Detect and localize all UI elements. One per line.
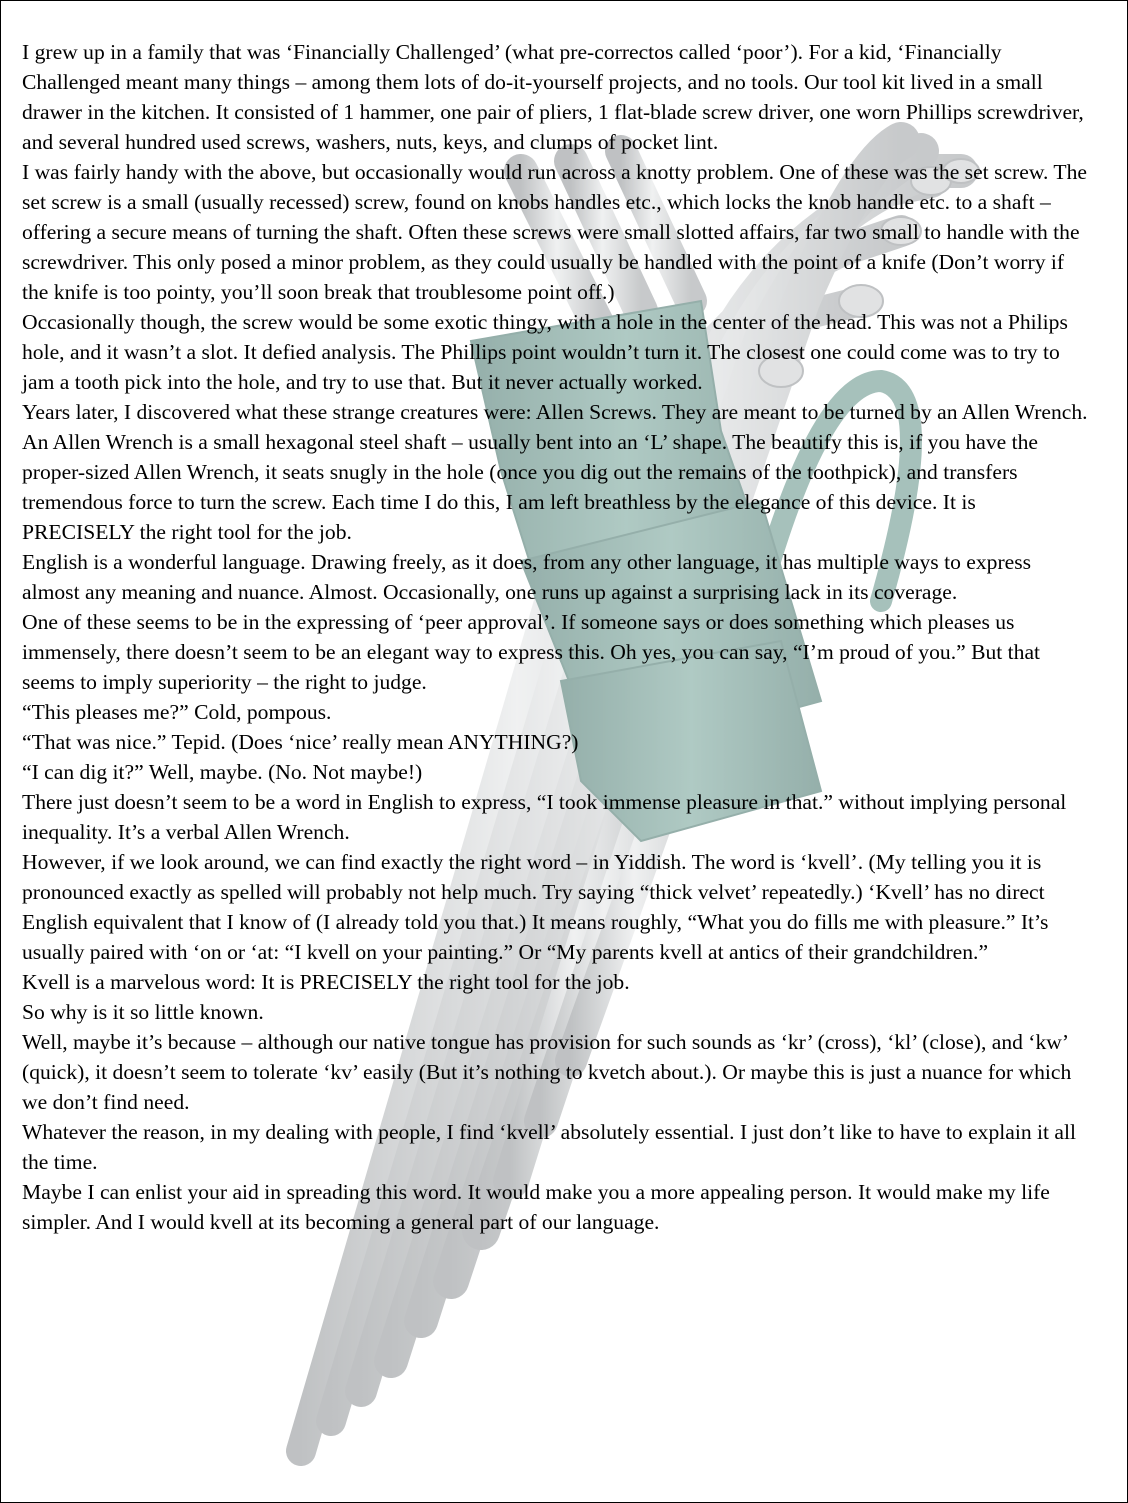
paragraph-4: Years later, I discovered what these strange creatures were: Allen Screws. They are meant to be turned by an Allen Wrench. An Allen Wrench is a small hexagonal steel shaft – usually bent into an ‘L’ shape. The beautify this is, if you have the proper-sized Allen Wrench, it seats snugly in the hole (once you dig out the remains of the toothpick), and transfers tremendous force to turn the screw. Each time I do this, I am left breathless by the elegance of this device. It is PRECISELY the right tool for the job. <box>22 400 1088 544</box>
paragraph-15: Whatever the reason, in my dealing with people, I find ‘kvell’ absolutely essential. I just don’t like to have to explain it all the time. <box>22 1120 1077 1174</box>
paragraph-3: Occasionally though, the screw would be some exotic thingy, with a hole in the center of the head. This was not a Philips hole, and it wasn’t a slot. It defied analysis. The Phillips point wouldn’t turn it. The closest one could come was to try to jam a tooth pick into the hole, and try to use that. But it never actually worked. <box>22 310 1068 394</box>
paragraph-9: “I can dig it?” Well, maybe. (No. Not maybe!) <box>22 760 423 784</box>
paragraph-12: Kvell is a marvelous word: It is PRECISELY the right tool for the job. <box>22 970 630 994</box>
paragraph-13: So why is it so little known. <box>22 1000 264 1024</box>
paragraph-2: I was fairly handy with the above, but occasionally would run across a knotty problem. One of these was the set screw. The set screw is a small (usually recessed) screw, found on knobs handles etc., which locks the knob handle etc. to a shaft – offering a secure means of turning the shaft. Often these screws were small slotted affairs, far two small to handle with the screwdriver. This only posed a minor problem, as they could usually be handled with the point of a knife (Don’t worry if the knife is too pointy, you’ll soon break that troublesome point off.) <box>22 160 1087 304</box>
paragraph-1: I grew up in a family that was ‘Financially Challenged’ (what pre-correctos called ‘poor’). For a kid, ‘Financially Challenged meant many things – among them lots of do-it-yourself projects, and no tools. Our tool kit lived in a small drawer in the kitchen. It consisted of 1 hammer, one pair of pliers, 1 flat-blade screw driver, one worn Phillips screwdriver, and several hundred used screws, washers, nuts, keys, and clumps of pocket lint. <box>22 40 1084 154</box>
paragraph-8: “That was nice.” Tepid. (Does ‘nice’ really mean ANYTHING?) <box>22 730 579 754</box>
paragraph-10: There just doesn’t seem to be a word in English to express, “I took immense pleasure in that.” without implying personal inequality. It’s a verbal Allen Wrench. <box>22 790 1067 844</box>
paragraph-5: English is a wonderful language. Drawing freely, as it does, from any other language, it has multiple ways to express almost any meaning and nuance. Almost. Occasionally, one runs up against a surprising lack in its coverage. <box>22 550 1032 604</box>
paragraph-6: One of these seems to be in the expressing of ‘peer approval’. If someone says or does something which pleases us immensely, there doesn’t seem to be an elegant way to express this. Oh yes, you can say, “I’m proud of you.” But that seems to imply superiority – the right to judge. <box>22 610 1041 694</box>
paragraph-14: Well, maybe it’s because – although our native tongue has provision for such sounds as ‘kr’ (cross), ‘kl’ (close), and ‘kw’ (quick), it doesn’t seem to tolerate ‘kv’ easily (But it’s nothing to kvetch about.). Or maybe this is just a nuance for which we don’t find need. <box>22 1030 1072 1114</box>
article-body <box>22 37 1092 1237</box>
paragraph-7: “This pleases me?” Cold, pompous. <box>22 700 332 724</box>
paragraph-11: However, if we look around, we can find exactly the right word – in Yiddish. The word is ‘kvell’. (My telling you it is pronounced exactly as spelled will probably not help much. Try saying “thick velvet’ repeatedly.) ‘Kvell’ has no direct English equivalent that I know of (I already told you that.) It means roughly, “What you do fills me with pleasure.” It’s usually paired with ‘on or ‘at: “I kvell on your painting.” Or “My parents kvell at antics of their grandchildren.” <box>22 850 1049 964</box>
paragraph-16: Maybe I can enlist your aid in spreading this word. It would make you a more appealing person. It would make my life simpler. And I would kvell at its becoming a general part of our language. <box>22 1180 1050 1234</box>
